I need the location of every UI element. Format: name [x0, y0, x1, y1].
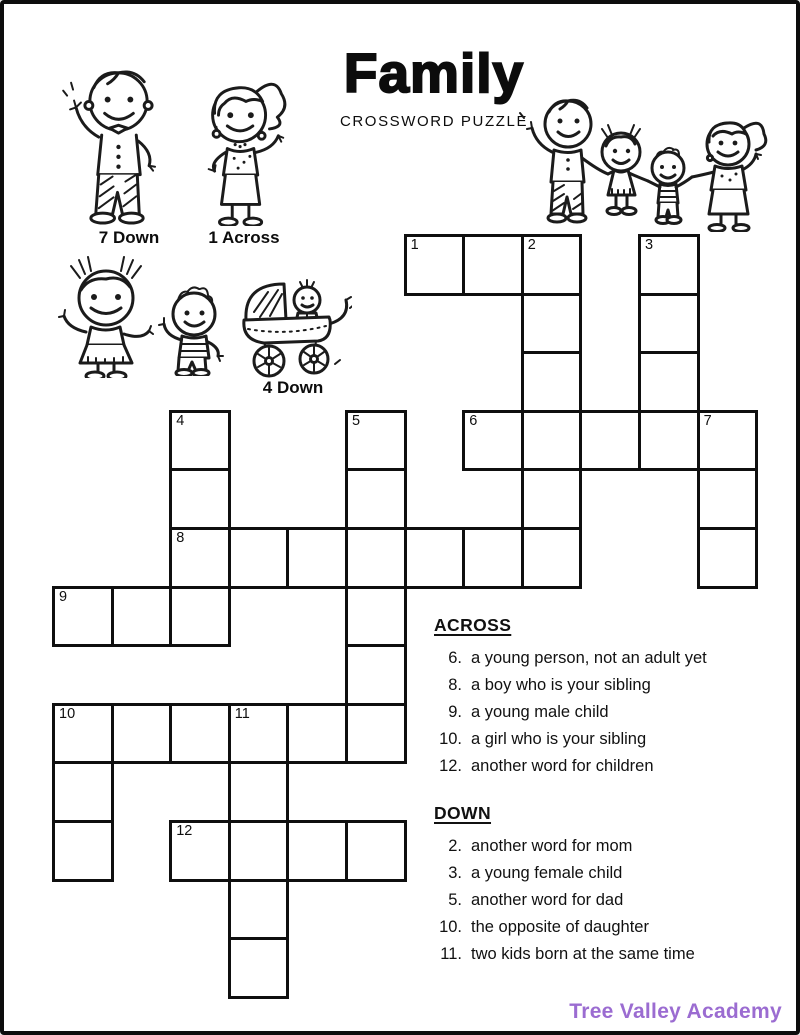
grid-cell[interactable] — [697, 410, 759, 472]
grid-cell[interactable] — [404, 527, 466, 589]
clue-number: 8. — [448, 676, 462, 694]
grid-cell[interactable] — [169, 527, 231, 589]
clue-item — [432, 753, 797, 780]
grid-cell[interactable] — [169, 586, 231, 648]
grid-cell[interactable] — [345, 703, 407, 765]
cell-number: 12 — [176, 823, 193, 839]
down-heading: DOWN — [434, 803, 492, 823]
baby-picture-clue-label: 4 Down — [262, 378, 324, 397]
grid-cell[interactable] — [345, 468, 407, 530]
dad-illustration — [59, 62, 177, 225]
across-heading: ACROSS — [434, 615, 512, 635]
cell-number: 8 — [176, 530, 185, 546]
cell-number: 11 — [234, 705, 250, 722]
clue-number: 11. — [440, 945, 462, 963]
grid-cell[interactable] — [579, 410, 641, 472]
grid-cell[interactable] — [228, 527, 290, 589]
across-list — [432, 645, 797, 780]
page-subtitle: CROSSWORD PUZZLE — [339, 113, 529, 130]
grid-cell[interactable] — [638, 293, 700, 355]
clue-text: another word for children — [471, 757, 654, 775]
grid-cell[interactable] — [697, 468, 759, 530]
cell-number: 10 — [59, 705, 76, 722]
grid-cell[interactable] — [697, 527, 759, 589]
grid-cell[interactable] — [345, 586, 407, 648]
mom-picture-clue-label: 1 Across — [208, 228, 280, 247]
grid-cell[interactable] — [345, 410, 407, 472]
clue-number: 3. — [448, 864, 462, 882]
grid-cell[interactable] — [228, 761, 290, 823]
clue-item — [432, 860, 797, 887]
grid-cell[interactable] — [521, 468, 583, 530]
clue-item — [432, 645, 797, 672]
header — [324, 42, 544, 130]
clue-text: a girl who is your sibling — [471, 730, 647, 748]
grid-cell[interactable] — [521, 351, 583, 413]
clue-text: another word for mom — [471, 837, 633, 855]
clue-number: 2. — [448, 837, 462, 855]
grid-cell[interactable] — [169, 820, 231, 882]
grid-cell[interactable] — [404, 234, 466, 296]
grid-cell[interactable] — [111, 586, 173, 648]
family-illustration — [516, 90, 791, 232]
cell-number: 4 — [176, 412, 185, 429]
grid-cell[interactable] — [521, 234, 583, 296]
grid-cell[interactable] — [286, 703, 348, 765]
down-list — [432, 833, 797, 968]
clue-number: 10. — [439, 918, 462, 936]
grid-cell[interactable] — [521, 410, 583, 472]
clue-text: a young female child — [471, 864, 623, 882]
cell-number: 7 — [703, 412, 712, 429]
clue-item — [432, 887, 797, 914]
grid-cell[interactable] — [286, 820, 348, 882]
clue-number: 6. — [448, 649, 462, 667]
across-clues-section — [432, 615, 797, 780]
clue-number: 12. — [439, 757, 462, 775]
clue-item — [432, 914, 797, 941]
grid-cell[interactable] — [228, 879, 290, 941]
grid-cell[interactable] — [111, 703, 173, 765]
clue-item — [432, 699, 797, 726]
grid-cell[interactable] — [521, 527, 583, 589]
grid-cell[interactable] — [52, 761, 114, 823]
grid-cell[interactable] — [462, 234, 524, 296]
clue-number: 5. — [448, 891, 462, 909]
cell-number: 6 — [469, 412, 478, 429]
grid-cell[interactable] — [228, 703, 290, 765]
clue-text: a young person, not an adult yet — [471, 649, 707, 667]
cell-number: 1 — [410, 237, 419, 253]
clue-text: a young male child — [471, 703, 609, 721]
grid-cell[interactable] — [462, 410, 524, 472]
clue-number: 9. — [448, 703, 462, 721]
clue-text: two kids born at the same time — [471, 945, 695, 963]
cell-number: 2 — [527, 237, 536, 253]
grid-cell[interactable] — [52, 703, 114, 765]
clue-number: 10. — [439, 730, 462, 748]
grid-cell[interactable] — [286, 527, 348, 589]
grid-cell[interactable] — [228, 820, 290, 882]
grid-cell[interactable] — [345, 820, 407, 882]
grid-cell[interactable] — [638, 410, 700, 472]
grid-cell[interactable] — [345, 644, 407, 706]
grid-cell[interactable] — [521, 293, 583, 355]
mom-illustration — [194, 74, 294, 226]
grid-cell[interactable] — [462, 527, 524, 589]
grid-cell[interactable] — [228, 937, 290, 999]
grid-cell[interactable] — [169, 703, 231, 765]
clue-item — [432, 833, 797, 860]
cell-number: 5 — [352, 412, 361, 429]
grid-cell[interactable] — [345, 527, 407, 589]
clue-item — [432, 941, 797, 968]
grid-cell[interactable] — [169, 410, 231, 472]
grid-cell[interactable] — [52, 820, 114, 882]
page-title: Family — [343, 42, 525, 104]
clue-item — [432, 672, 797, 699]
grid-cell[interactable] — [169, 468, 231, 530]
grid-cell[interactable] — [638, 234, 700, 296]
cell-number: 3 — [645, 237, 654, 253]
grid-cell[interactable] — [52, 586, 114, 648]
grid-cell[interactable] — [638, 351, 700, 413]
brand-text: Tree Valley Academy — [569, 1000, 782, 1023]
down-clues-section — [432, 803, 797, 968]
cell-number: 9 — [59, 588, 68, 605]
clue-text: another word for dad — [471, 891, 624, 909]
clue-item — [432, 726, 797, 753]
clue-text: a boy who is your sibling — [471, 676, 651, 694]
dad-picture-clue-label: 7 Down — [98, 228, 160, 247]
clue-text: the opposite of daughter — [471, 918, 649, 936]
